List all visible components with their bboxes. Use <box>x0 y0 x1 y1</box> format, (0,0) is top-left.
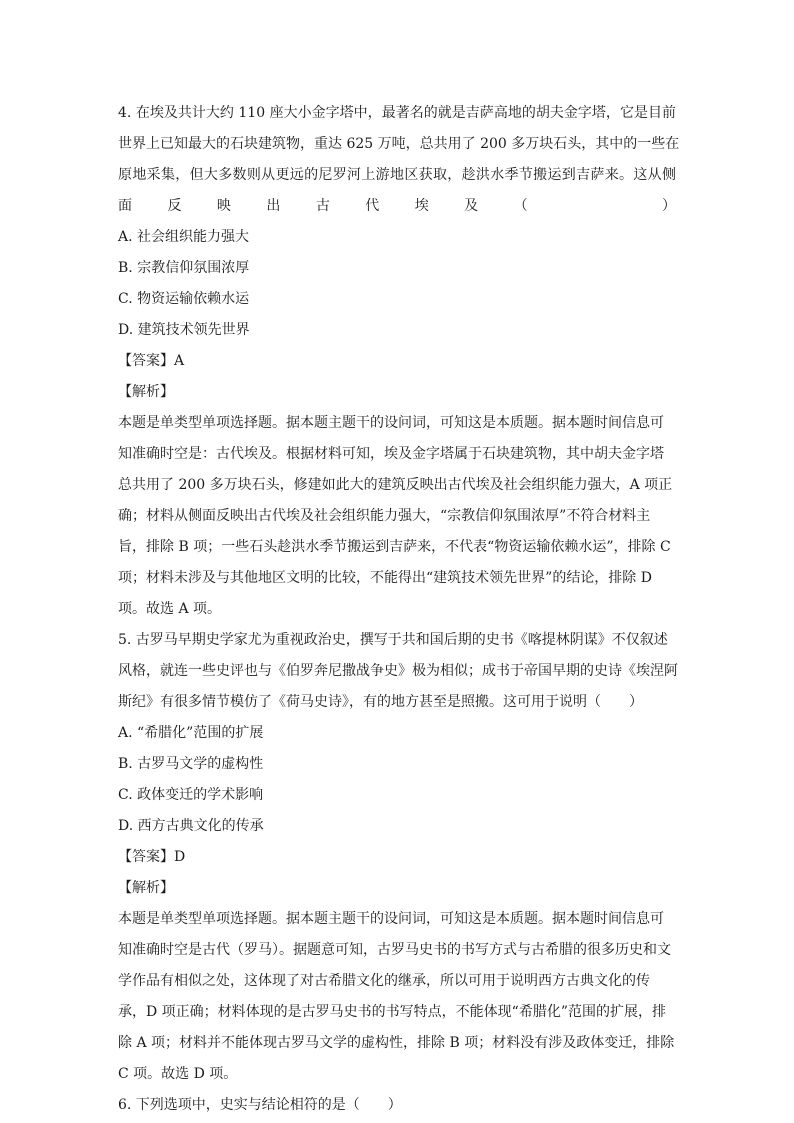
option-d: D. 建筑技术领先世界 <box>118 322 250 338</box>
option-b: B. 古罗马文学的虚构性 <box>118 756 264 772</box>
analysis-line: 除 A 项；材料并不能体现古罗马文学的虚构性，排除 B 项；材料没有涉及政体变迁，排除 <box>118 1035 675 1051</box>
analysis-label: 【解析】 <box>118 384 174 400</box>
stem-line: 风格，就连一些史评也与《伯罗奔尼撒战争史》极为相似；成书于帝国早期的史诗《埃涅阿 <box>118 663 678 679</box>
analysis-line: C 项。故选 D 项。 <box>118 1066 238 1082</box>
analysis-line: 确；材料从侧面反映出古代埃及社会组织能力强大，“宗教信仰氛围浓厚”不符合材料主 <box>118 508 651 524</box>
question-4-options <box>118 222 676 346</box>
stem-line: 斯纪》有很多情节模仿了《荷马史诗》，有的地方甚至是照搬。这可用于说明（ ） <box>118 694 643 710</box>
option-a: A. 社会组织能力强大 <box>118 229 250 245</box>
question-4 <box>118 98 680 625</box>
analysis-text <box>118 408 676 625</box>
question-5 <box>118 625 676 1090</box>
option-b: B. 宗教信仰氛围浓厚 <box>118 260 250 276</box>
question-5-options <box>118 718 676 842</box>
analysis-line: 本题是单类型单项选择题。据本题主题干的设问词，可知这是本质题。据本题时间信息可 <box>118 911 664 927</box>
option-d: D. 西方古典文化的传承 <box>118 818 264 834</box>
answer-label: 【答案】A <box>118 353 185 369</box>
question-5-stem <box>118 625 676 718</box>
stem-line: 4. 在埃及共计大约 110 座大小金字塔中，最著名的就是吉萨高地的胡夫金字塔，它是目前 <box>118 105 676 121</box>
analysis-line: 旨，排除 B 项；一些石头趁洪水季节搬运到吉萨来，不代表“物资运输依赖水运”，排除 C <box>118 539 671 555</box>
analysis-line: 知准确时空是古代（罗马）。据题意可知，古罗马史书的书写方式与古希腊的很多历史和文 <box>118 942 671 958</box>
analysis-line: 总共用了 200 多万块石头，修建如此大的建筑反映出古代埃及社会组织能力强大，A 项正 <box>118 477 673 493</box>
answer-label: 【答案】D <box>118 849 186 865</box>
analysis-line: 项；材料未涉及与其他地区文明的比较，不能得出“建筑技术领先世界”的结论，排除 D <box>118 570 652 586</box>
option-a: A. “希腊化”范围的扩展 <box>118 725 264 741</box>
stem-line: 5. 古罗马早期史学家尤为重视政治史，撰写于共和国后期的史书《喀提林阴谋》不仅叙述 <box>118 632 668 648</box>
stem-line: 世界上已知最大的石块建筑物，重达 625 万吨，总共用了 200 多万块石头，其中的一些在 <box>118 136 680 152</box>
stem-line: 面反映出古代埃及（ ） <box>118 198 676 214</box>
stem-line: 原地采集，但大多数则从更远的尼罗河上游地区获取，趁洪水季节搬运到吉萨来。这从侧 <box>118 167 676 183</box>
analysis-line: 承，D 项正确；材料体现的是古罗马史书的书写特点，不能体现“希腊化”范围的扩展，排 <box>118 1004 666 1020</box>
option-c: C. 物资运输依赖水运 <box>118 291 250 307</box>
analysis-line: 本题是单类型单项选择题。据本题主题干的设问词，可知这是本质题。据本题时间信息可 <box>118 415 664 431</box>
analysis-text <box>118 904 676 1090</box>
option-c: C. 政体变迁的学术影响 <box>118 787 264 803</box>
question-4-stem <box>118 98 680 222</box>
analysis-line: 知准确时空是：古代埃及。根据材料可知，埃及金字塔属于石块建筑物，其中胡夫金字塔 <box>118 446 664 462</box>
analysis-line: 学作品有相似之处，这体现了对古希腊文化的继承，所以可用于说明西方古典文化的传 <box>118 973 650 989</box>
analysis-line: 项。故选 A 项。 <box>118 601 222 617</box>
question-6-stem: 6. 下列选项中，史实与结论相符的是（ ） <box>118 1097 402 1113</box>
analysis-label: 【解析】 <box>118 880 174 896</box>
